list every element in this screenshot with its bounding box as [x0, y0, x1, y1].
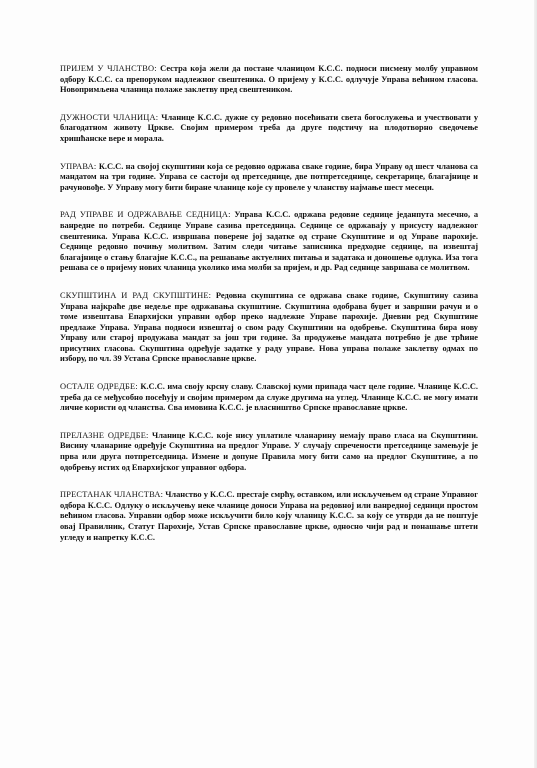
section-member-duties	[60, 113, 478, 145]
section-text: К.С.С. на својој скупштини која се редовно одржава сваке године, бира Управу од шест чланова са мандатом на три године. Управа се састоји од претседнице, две потпретседнице, секретарице, благајнице и рачуновође. У Управу могу бити биране чланице које су провеле у чланству најмање шест месеци.	[60, 161, 478, 192]
section-assembly	[60, 291, 478, 365]
document-body	[60, 64, 478, 560]
section-heading: ПРЕСТАНАК ЧЛАНСТВА:	[60, 490, 164, 500]
section-heading: УПРАВА:	[60, 161, 97, 171]
section-heading: ОСТАЛЕ ОДРЕДБЕ:	[60, 382, 138, 392]
section-other-provisions	[60, 382, 478, 414]
section-heading: РАД УПРАВЕ И ОДРЖАВАЊЕ СЕДНИЦА:	[60, 210, 231, 220]
section-membership-admission	[60, 64, 478, 96]
section-text: Чланице К.С.С. дужне су редовно посећивати света богослужења и учествовати у благодатном животу Цркве. Својим примером треба да друге подстичу на плодотворно сведочење хришћанске вере и морала.	[60, 112, 479, 143]
section-heading: ПРИЈЕМ У ЧЛАНСТВО:	[60, 64, 157, 73]
section-board-meetings	[60, 210, 478, 274]
section-heading: СКУПШТИНА И РАД СКУПШТИНЕ:	[60, 290, 212, 300]
section-text: Сестра која жели да постане чланицом К.С.С. подноси писмену молбу управном одбору К.С.С. са препоруком надлежног свештеника. О пријему у К.С.С. одлучује Управа већином гласова. Новопримљена чланица полаже заклетву пред свештеником.	[60, 64, 478, 95]
section-membership-termination	[60, 490, 478, 543]
section-transitional-provisions	[60, 431, 478, 473]
section-board	[60, 162, 478, 194]
section-text: К.С.С. има своју крсну славу. Славској куми припада част целе године. Чланице К.С.С. треба да се међусобно посећују и својим примером да служе другима на углед. Чланице К.С.С. не могу имати личне користи од чланства. Сва имовина К.С.С. је власништво Српске православне цркве.	[60, 382, 478, 413]
section-text: Редовна скупштина се одржава сваке године, Скупштину сазива Управа најкраће две недеље пре одржавања скупштине. Скупштина одобрава буџет и завршни рачун и о томе извештава Епархијски управни одбор преко надлежне Управе парохије. Дневни ред Скупштине предлаже Управа. Управа подноси извештај о свом раду Скупштини на одобрење. Скупштина бира нову Управу или старој продужава мандат за још три године. За продужење мандата потребно је две трћине присутних гласова. Скупштина одређује задатке у раду управе. Нова управа полаже заклетву одмах по избору, по чл. 39 Устава Српске православне цркве.	[60, 290, 479, 364]
section-heading: ПРЕЛАЗНЕ ОДРЕДБЕ:	[60, 430, 149, 440]
section-heading: ДУЖНОСТИ ЧЛАНИЦА:	[60, 112, 159, 122]
section-text: Чланство у К.С.С. престаје смрћу, оставком, или искључењем од стране Управног одбора К.С.С. Одлуку о искључењу неке чланице доноси Управа на редовној или ванредној седници простом већином гласова. Управни одбор може искључити било коју чланицу К.С.С. за коју се утврди да не поштује овај Правилник, Статут Парохије, Устав Српске православне цркве, односно чији рад и понашање штети угледу и напретку К.С.С.	[60, 490, 478, 542]
section-text: Чланице К.С.С. које нису уплатиле чланарину немају право гласа на Скупштини. Висину чланарине одређује Скупштина на предлог Управе. У случају спречености претседнице замењује је прва или друга потпретседница. Измене и допуне Правила могу бити само на предлог Скупштине, а по одобрењу истих од Епархијског управног одбора.	[60, 430, 479, 472]
section-text: Управа К.С.С. одржава редовне седнице једанпута месечно, а ванредне по потреби. Седнице Управе сазива претседница. Седнице се одржавају у присусту надлежног свештеника. Управа К.С.С. извршава поверене јој задатке од стране Скупштине и од Управе парохије. Седнице редовно почињу молитвом. Затим следи читање записника предходне седнице, па извештај благајнице о стању благајне К.С.С., па решавање актуелних питања и задатака и доношење одлука. Иза тога решава се о пријему нових чланица уколико има молби за пријем, и др. Рад седнице завршава се молитвом.	[60, 210, 479, 273]
